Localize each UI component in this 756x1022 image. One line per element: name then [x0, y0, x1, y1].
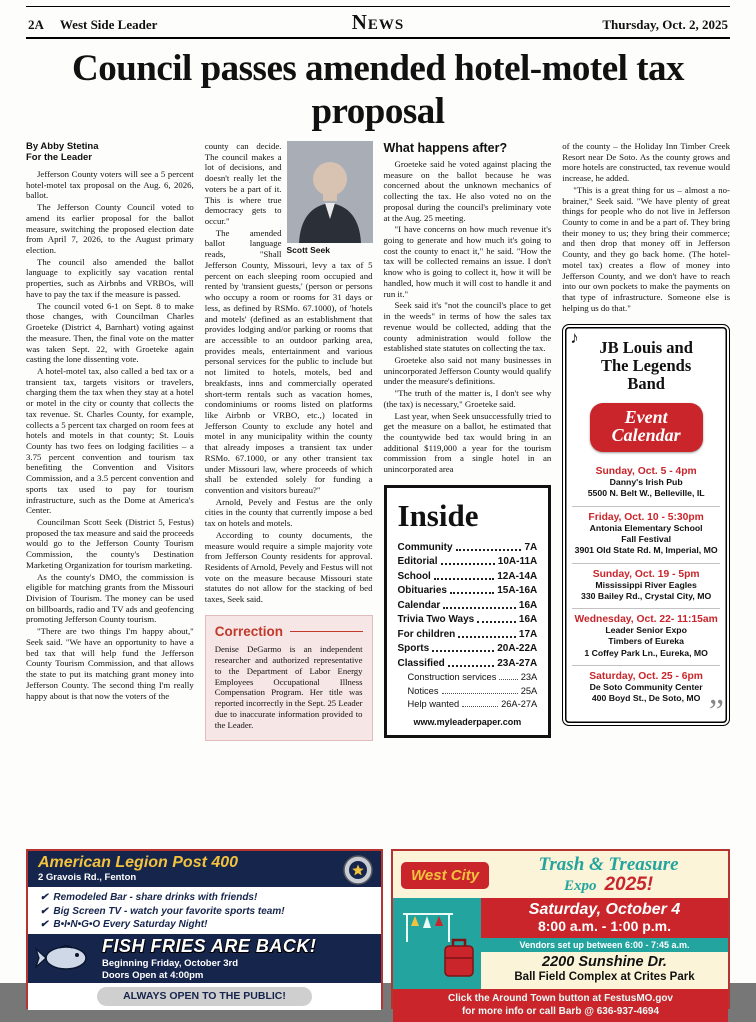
dot-leader [456, 549, 522, 551]
index-pages: 17A [518, 628, 538, 640]
article-paragraph: The council also amended the ballot language to explicitly say vacation rental properties, such as Airbnbs and VRBOs, will have to pay the tax if the measure is passed. [26, 256, 194, 299]
article-paragraph: Last year, when Seek unsuccessfully tried to get the measure on a ballot, he estimated that the countywide bed tax would bring in an additional $119,000 a year for the tourism commission from a single hotel in an unincorporated area [383, 410, 552, 475]
masthead [26, 6, 730, 39]
fish-fries-headline: FISH FRIES ARE BACK! [102, 935, 317, 956]
dot-leader [443, 607, 516, 609]
index-subrow [398, 699, 538, 709]
index-row [398, 571, 538, 582]
page-number: 2A [28, 17, 44, 32]
dot-leader [434, 578, 494, 580]
fish-fries-banner [28, 934, 381, 983]
event-date: Sunday, Oct. 5 - 4pm [595, 465, 697, 477]
badge-line: Event [624, 406, 668, 427]
fish-icon [36, 941, 96, 975]
dot-leader [458, 636, 516, 638]
feature-item [40, 891, 369, 905]
inside-title: Inside [397, 497, 479, 533]
paper-name: West Side Leader [59, 17, 158, 32]
index-pages: 12A-14A [497, 570, 538, 582]
section-subhead: What happens after? [383, 141, 508, 155]
byline-org: For the Leader [26, 152, 92, 163]
index-row [398, 614, 538, 625]
event-detail: Fall Festival [621, 533, 671, 544]
correction-box [205, 615, 373, 741]
event-detail: 330 Bailey Rd., Crystal City, MO [581, 590, 712, 601]
article-paragraph: county can decide. The council makes a lot of decisions, and doesn't really let the voters be a part of it. This is where true democracy gets to occur." [204, 141, 282, 227]
dot-leader [448, 665, 494, 667]
article-paragraph: The council voted 6-1 on Sept. 8 to make those changes, with Councilman Charles Groeteke (District 4, Barnhart) voting against the measure. Then, the final vote on the matter was taken Sept. 22, with Groeteke again casting the lone dissenting vote. [26, 300, 194, 365]
legion-title: American Legion Post 400 [38, 854, 239, 871]
dot-leader [450, 592, 494, 594]
index-label: Sports [397, 643, 430, 655]
index-label: Classified [397, 657, 445, 669]
dot-leader [442, 693, 518, 694]
index-row [398, 629, 538, 640]
expo-title-row [497, 874, 720, 896]
headline: Council passes amended hotel-motel tax proposal [71, 48, 685, 132]
expo-word: Expo [563, 878, 597, 894]
event-detail: Antonia Elementary School [589, 522, 703, 533]
feature-item [40, 905, 369, 919]
badge-line: Calendar [611, 425, 681, 446]
event-detail: Mississippi River Eagles [595, 579, 697, 590]
index-pages: 7A [524, 541, 538, 553]
article-paragraph: "There are two things I'm happy about," Seek said. "We have an opportunity to have a bed tax that will help fund the Jefferson County Tourism Commission, and that allows the state to put its matching grant money into Jefferson County. The second thing I'm really happy about is that now the voters of the [26, 626, 194, 701]
legion-address: 2 Gravois Rd., Fenton [38, 872, 137, 883]
article-paragraph: Jefferson County voters will see a 5 percent hotel-motel tax proposal on the Aug. 6, 2026, ballot. [26, 169, 194, 201]
index-pages: 16A [518, 614, 538, 626]
event-detail: 1 Coffey Park Ln., Eureka, MO [584, 647, 708, 658]
index-label: Calendar [397, 599, 441, 611]
always-open-pill [97, 987, 312, 1006]
index-label: Trivia Two Ways [397, 614, 475, 626]
feature-item [40, 918, 369, 932]
scott-seek-photo [287, 141, 373, 255]
index-label: Help wanted [407, 699, 460, 710]
index-pages: 26A-27A [501, 699, 538, 710]
clothes-rack-graphic [393, 898, 481, 989]
byline [26, 141, 194, 163]
event-date: Friday, Oct. 10 - 5:30pm [588, 511, 704, 523]
article-paragraph: The amended ballot language reads, "Shall Jefferson County, Missouri, levy a tax of 5 percent on each sleeping room occupied and rented by 'transient guests,' (person or persons who occupy a room or rooms for 31 days or less, as defined by RSMo. 67.1000), of 'hotels and motels' (defined as an establishment that provides lodging and/or parking or rooms that are accessible to an outdoor parking area, provides meals, entertainment and various personal services for the public to include but not limited to hotels, motels, bed and breakfasts, inns and commercially operated short-term rentals such as vacation homes, condominiums or rooms listed on platforms like Airbnb or VRBO, etc.,) located in Jefferson County to exclude any hotel and motel in any municipality within the county that already imposes a transient tax under RSMo. 67.1000, or any other transient tax under Missouri law, where proceeds of which shall be extended solely for funding a convention and visitors bureau?" [204, 227, 373, 495]
legion-emblem-icon [343, 855, 373, 890]
index-label: Notices [407, 685, 439, 696]
event-item [572, 563, 720, 609]
article-column-1 [26, 141, 194, 841]
fish-fries-sub: Beginning Friday, October 3rd [102, 957, 239, 969]
dot-leader [441, 563, 495, 565]
westcity-ad-header [393, 851, 728, 898]
index-pages: 25A [520, 685, 538, 696]
index-row [398, 556, 538, 567]
event-item [572, 506, 720, 563]
check-icon: ✔ [40, 905, 49, 917]
expo-location [481, 952, 728, 985]
photo-caption: Scott Seek [286, 245, 330, 255]
article-paragraph: A hotel-motel tax, also called a bed tax or a transient tax, targets visitors or travelers, charging them the tax when they stay at a hotel or motel in the city or county that collects the tax revenue. St. Charles County, for example, collects a 5 percent tax charged on room fees at hotels and motels in that county; St. Louis County has two fees on lodging facilities – a 3.75 percent convention and tourism tax benefiting the Convention and Visitors Commission, and a 3.5 percent convention and sports tax used to pay for tourism infrastructure, such as the Dome at America's Center. [26, 365, 194, 516]
section-title: News [351, 10, 405, 34]
event-date: Wednesday, Oct. 22- 11:15am [574, 614, 718, 626]
american-legion-ad [26, 849, 383, 1009]
article-body [0, 141, 756, 841]
expo-venue: Ball Field Complex at Crites Park [514, 970, 695, 983]
index-subrow [398, 686, 538, 696]
cta-line: for more info or call Barb @ 636-937-4694 [461, 1006, 660, 1017]
index-label: School [397, 570, 431, 582]
index-pages: 23A [520, 672, 538, 683]
legion-footer [28, 983, 381, 1010]
dot-leader [499, 679, 517, 680]
index-pages: 15A-16A [497, 585, 538, 597]
event-calendar-badge [590, 403, 703, 452]
fish-fries-text [102, 936, 373, 981]
footer-line: ALWAYS OPEN [123, 989, 200, 1002]
correction-body: Denise DeGarmo is an independent researcher and authorized representative to the Department of Labor Energy Employees Occupational Illness Compensation Program. Her title was reported incorrectly in the Sept. 25 Leader due to inaccurate information provided to the Leader. [214, 643, 363, 731]
dot-leader [477, 621, 516, 623]
index-subrow [398, 672, 538, 682]
index-pages: 23A-27A [497, 657, 538, 669]
check-icon: ✔ [40, 919, 49, 930]
issue-date: Thursday, Oct. 2, 2025 [602, 17, 729, 32]
inside-index-box [384, 485, 552, 739]
vendor-setup-note: Vendors set up between 6:00 - 7:45 a.m. [481, 938, 728, 952]
article-paragraph: "I have concerns on how much revenue it's going to generate and how much it's going to cost the county to enact it," he said. "How the tax will be collected remains an issue. I don't know who is going to collect it, how it will be handled, how much it will cost to handle it and run it." [383, 224, 552, 299]
event-detail: 400 Boyd St., De Soto, MO [591, 693, 701, 704]
event-detail: Danny's Irish Pub [609, 476, 683, 487]
music-note-icon: ♪ [570, 327, 579, 347]
article-paragraph: Seek said it's "not the council's place to get in the weeds" in terms of how the sales tax revenue would be collected, adding that the county administration would follow the established state statutes on collecting the tax. [383, 300, 552, 354]
event-detail: Timbers of Eureka [608, 636, 684, 647]
fish-fries-sub: Doors Open at 4:00pm [102, 969, 204, 981]
index-pages: 16A [518, 599, 538, 611]
feature-text: B•I•N•G•O Every Saturday Night! [53, 919, 208, 930]
event-detail: 5500 N. Belt W., Belleville, IL [587, 488, 705, 499]
index-row [398, 643, 538, 654]
index-row [398, 600, 538, 611]
article-column-3 [384, 141, 552, 841]
index-label: Construction services [407, 672, 497, 683]
feature-text: Remodeled Bar - share drinks with friends! [53, 892, 258, 903]
west-city-expo-ad [391, 849, 730, 1017]
event-list [572, 461, 720, 711]
article-paragraph: Groeteke also said not many businesses in unincorporated Jefferson County would qualify under the measure's definitions. [383, 354, 552, 387]
article-paragraph: of the county – the Holiday Inn Timber Creek Resort near De Soto. As the county grows and more hotels are constructed, tax revenue would increase, he added. [562, 141, 730, 184]
correction-heading [215, 624, 363, 639]
event-item [572, 608, 720, 665]
index-label: Editorial [397, 556, 438, 568]
west-city-logo: West City [401, 862, 489, 889]
correction-title: Correction [214, 623, 284, 639]
legion-feature-list [28, 887, 381, 934]
index-row [398, 658, 538, 669]
person-silhouette [287, 141, 373, 243]
expo-date-banner [481, 898, 728, 938]
article-paragraph: Arnold, Pevely and Festus are the only cities in the county that currently impose a bed tax on hotels and motels. [204, 496, 373, 529]
quote-ornament-icon: ” [708, 692, 724, 730]
article-paragraph: As the county's DMO, the commission is eligible for matching grants from the Missouri Division of Tourism. The money can be used on billboards, radio and TV ads and geofencing promoting Jefferson County tourism. [26, 571, 194, 625]
dot-leader [432, 650, 494, 652]
event-detail: Leader Senior Expo [605, 625, 687, 636]
byline-name: By Abby Stetina [26, 141, 99, 152]
event-date: Saturday, Oct. 25 - 6pm [589, 671, 703, 683]
masthead-left [28, 17, 352, 33]
event-detail: 3901 Old State Rd. M, Imperial, MO [574, 545, 718, 556]
expo-title-line: Trash & Treasure [538, 854, 679, 875]
article-paragraph: The Jefferson County Council voted to amend its earlier proposal for the ballot measure, switching the proposed election date from April 7, 2026, to the August primary election. [26, 202, 194, 256]
expo-cta-banner [393, 989, 728, 1022]
check-icon: ✔ [40, 892, 49, 903]
paper-website: www.myleaderpaper.com [413, 717, 522, 728]
index-label: Obituaries [397, 585, 447, 597]
article-paragraph: Groeteke said he voted against placing the measure on the ballot because he was concerned about the unknown mechanics of collecting the tax. He also voted no on the proposal during the council's preliminary vote at the Aug. 25 meeting. [383, 159, 552, 223]
cta-line: Click the Around Town button at FestusMO.gov [448, 993, 673, 1004]
event-item [572, 665, 720, 711]
article-paragraph: "The truth of the matter is, I don't see why (the tax) is necessary," Groeteke said. [383, 388, 552, 409]
event-calendar-box [562, 324, 730, 730]
portrait-photo [287, 141, 373, 243]
expo-time: 8:00 a.m. - 1:00 p.m. [537, 917, 672, 934]
index-row [398, 542, 538, 553]
article-paragraph: "This is a great thing for us – almost a no-brainer," Seek said. "We have plenty of great things for people who do not live in Jefferson County to come in and be a part of. They bring their money to us; they bring their commerce; and then drop that money off in Jefferson County, and they go back home. (The hotel-motel tax) creates a flow of money into Jefferson County, and we don't have to reach into our own pockets to make the payments on that type of infrastructure. Someone else is helping us do that." [562, 184, 730, 313]
advertisement-row [0, 841, 756, 1017]
event-date: Sunday, Oct. 19 - 5pm [592, 568, 700, 580]
dot-leader [462, 706, 498, 707]
expo-address: 2200 Sunshine Dr. [542, 953, 667, 970]
legion-ad-header [28, 851, 381, 887]
event-item [572, 461, 720, 506]
westcity-ad-details [481, 898, 728, 989]
article-column-2 [205, 141, 373, 841]
event-detail: De Soto Community Center [589, 682, 703, 693]
expo-title [497, 855, 720, 896]
index-row [398, 585, 538, 596]
thrift-doodles-icon [393, 898, 481, 984]
expo-year: 2025! [604, 874, 654, 895]
band-name: JB Louis and The Legends Band [599, 337, 693, 394]
article-paragraph: Councilman Scott Seek (District 5, Festus) proposed the tax measure and said the proceeds would go to the Jefferson County Tourism Commission, the county's Destination Marketing Organization for tourism marketing. [26, 517, 194, 570]
index-label: Community [397, 541, 453, 553]
expo-date: Saturday, October 4 [528, 901, 681, 918]
feature-text: Big Screen TV - watch your favorite sports team! [53, 905, 285, 917]
westcity-ad-body [393, 898, 728, 989]
article-paragraph: According to county documents, the measure would require a simple majority vote from Jefferson County residents for approval. Residents of Arnold, Pevely and Festus will not vote on the measure because Missouri state statutes do not allow for the stacking of bed taxes, Seek said. [204, 529, 373, 605]
index-pages: 10A-11A [497, 556, 538, 568]
index-label: For children [397, 628, 456, 640]
index-pages: 20A-22A [497, 643, 538, 655]
footer-line: TO THE PUBLIC! [202, 989, 286, 1002]
article-column-4 [562, 141, 730, 841]
